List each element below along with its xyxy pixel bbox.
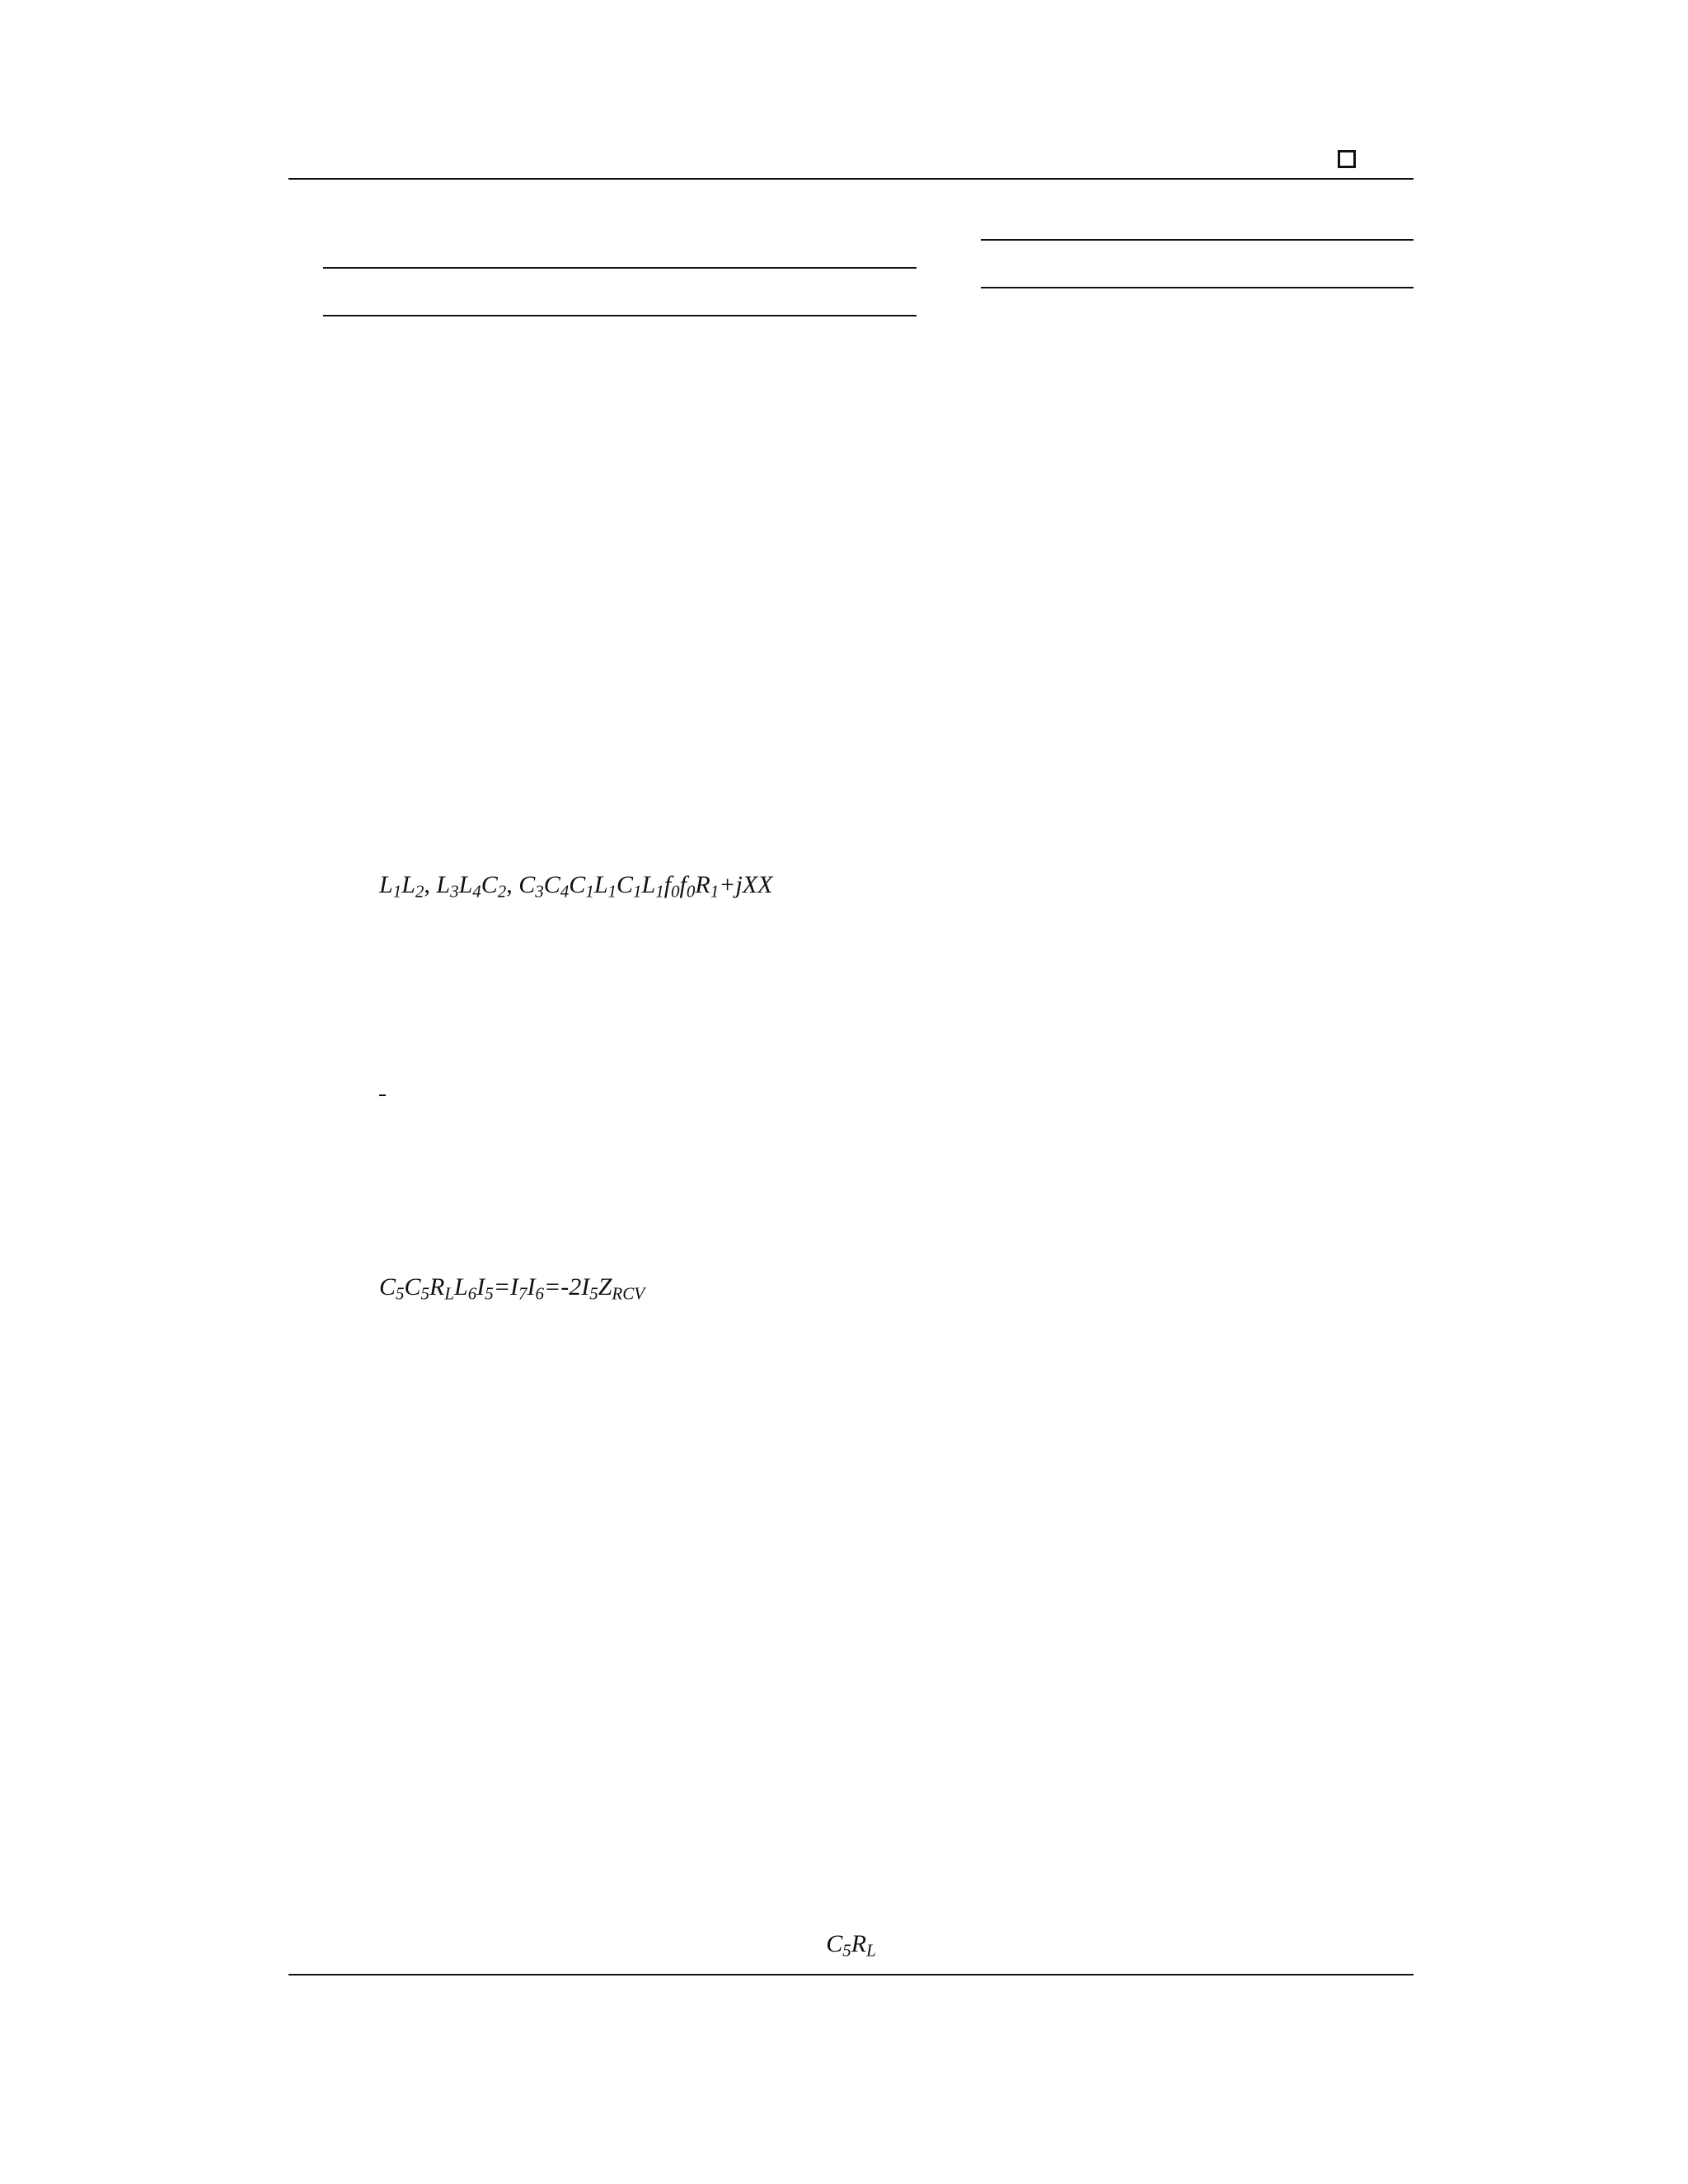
table3-header bbox=[1228, 240, 1414, 288]
table3-header bbox=[1104, 240, 1228, 288]
table2-header bbox=[776, 268, 917, 316]
table3-header bbox=[981, 240, 1104, 288]
equation-22 bbox=[379, 1080, 386, 1108]
table3-header-row bbox=[981, 240, 1414, 288]
table3 bbox=[981, 239, 1414, 288]
square-icon bbox=[1338, 150, 1356, 168]
table2 bbox=[323, 267, 917, 316]
paragraph-1: $L_1L_2$, $L_3L_4C_2$, $C_3C_4C_1L_1C_1L_1f_0f_0R_1+jXX$ bbox=[379, 871, 773, 902]
figure-8-circuit bbox=[577, 1595, 1121, 1900]
table2-header-row bbox=[323, 268, 917, 316]
table2-header bbox=[488, 268, 645, 316]
page-header bbox=[288, 145, 1414, 180]
footer-rule bbox=[288, 1974, 1414, 1975]
fraction bbox=[379, 1094, 386, 1096]
header-rule bbox=[288, 178, 1414, 180]
table2-header bbox=[323, 268, 488, 316]
paragraph-2: $C_5C_5R_LL_6I_5=I_7I_6=-2I_5Z_{RCV}$ bbox=[379, 1273, 645, 1304]
table2-header bbox=[645, 268, 776, 316]
figure-8-caption: $C_5R_L$ bbox=[826, 1930, 876, 1961]
